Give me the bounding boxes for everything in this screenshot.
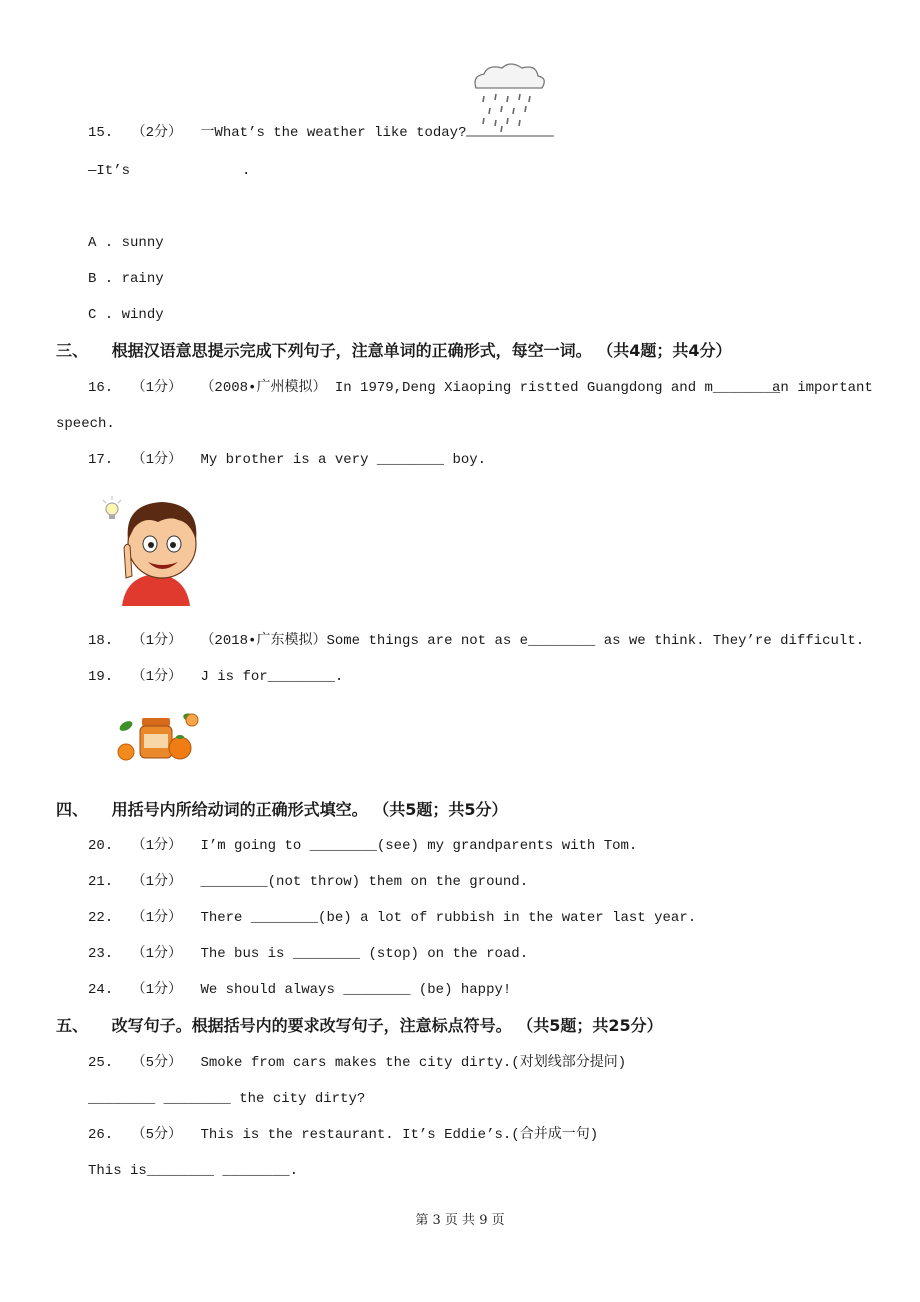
page-footer: 第 3 页 共 9 页 (415, 1213, 505, 1228)
question-score: （1分） (131, 838, 183, 854)
question-20 (88, 836, 637, 856)
question-15-reply (88, 161, 250, 181)
question-score: （1分） (131, 982, 183, 998)
question-number: 20. (88, 838, 114, 854)
question-number: 15. (88, 125, 114, 141)
option-c[interactable] (88, 305, 164, 325)
section-5-heading (56, 1016, 663, 1036)
question-23 (88, 944, 528, 964)
question-number: 25. (88, 1055, 114, 1071)
question-16-continued: speech. (56, 416, 115, 432)
question-17 (88, 450, 486, 470)
question-text: We should always ________ (be) happy! (200, 982, 512, 998)
section-number: 四、 (56, 800, 89, 819)
section-summary: （共4题；共4分） (597, 341, 732, 360)
question-text: 一What’s the weather like today? (200, 125, 467, 141)
question-16-end: an important (772, 380, 873, 396)
question-number: 24. (88, 982, 114, 998)
question-22 (88, 908, 696, 928)
question-score: （1分） (131, 910, 183, 926)
question-number: 23. (88, 946, 114, 962)
question-number: 22. (88, 910, 114, 926)
question-score: （2分） (131, 125, 183, 141)
option-label: B . (88, 271, 114, 287)
question-text: I’m going to ________(see) my grandparents with Tom. (200, 838, 638, 854)
question-number: 16. (88, 380, 114, 396)
question-score: （5分） (131, 1127, 183, 1143)
question-number: 19. (88, 669, 114, 685)
question-score: （1分） (131, 633, 183, 649)
option-label: A . (88, 235, 114, 251)
question-16 (88, 378, 780, 398)
section-summary: （共5题；共5分） (373, 800, 508, 819)
smart-boy-icon (100, 494, 210, 606)
question-text: （2008•广州模拟） In 1979,Deng Xiaoping ristted Guangdong and m________ (200, 380, 781, 396)
question-text: There ________(be) a lot of rubbish in the water last year. (200, 910, 697, 926)
question-24 (88, 980, 511, 1000)
section-number: 三、 (56, 341, 89, 360)
question-score: （1分） (131, 946, 183, 962)
question-text: The bus is ________ (stop) on the road. (200, 946, 529, 962)
question-number: 21. (88, 874, 114, 890)
reply-end: . (242, 163, 251, 179)
question-text: Smoke from cars makes the city dirty.(对划线部分提问) (200, 1055, 627, 1071)
question-score: （1分） (131, 669, 183, 685)
question-26 (88, 1125, 598, 1145)
section-summary: （共5题；共25分） (517, 1016, 663, 1035)
question-25 (88, 1053, 626, 1073)
question-text: （2018•广东模拟）Some things are not as e________ as we think. They’re difficult. (200, 633, 865, 649)
question-number: 18. (88, 633, 114, 649)
option-b[interactable] (88, 269, 164, 289)
question-21 (88, 872, 528, 892)
question-text: ________(not throw) them on the ground. (200, 874, 529, 890)
question-18 (88, 631, 864, 651)
question-text: This is the restaurant. It’s Eddie’s.(合并成一句) (200, 1127, 599, 1143)
reply-prefix: —It’s (88, 163, 131, 179)
section-4-heading (56, 800, 507, 820)
question-text: J is for________. (200, 669, 344, 685)
question-19 (88, 667, 343, 687)
question-text: My brother is a very ________ boy. (200, 452, 487, 468)
option-text: rainy (121, 271, 164, 287)
jam-jar-icon (112, 708, 204, 762)
section-title: 根据汉语意思提示完成下列句子，注意单词的正确形式，每空一词。 (111, 341, 592, 360)
option-text: windy (121, 307, 164, 323)
section-title: 用括号内所给动词的正确形式填空。 (111, 800, 368, 819)
question-score: （1分） (131, 452, 183, 468)
question-score: （1分） (131, 874, 183, 890)
rain-cloud-icon (466, 62, 556, 140)
section-title: 改写句子。根据括号内的要求改写句子，注意标点符号。 (111, 1016, 512, 1035)
question-25-answer: ________ ________ the city dirty? (88, 1091, 366, 1107)
question-number: 17. (88, 452, 114, 468)
option-label: C . (88, 307, 114, 323)
option-a[interactable] (88, 233, 164, 253)
question-number: 26. (88, 1127, 114, 1143)
section-3-heading (56, 341, 731, 361)
option-text: sunny (121, 235, 164, 251)
question-15 (88, 123, 466, 143)
section-number: 五、 (56, 1016, 89, 1035)
question-26-answer: This is________ ________. (88, 1163, 299, 1179)
question-score: （5分） (131, 1055, 183, 1071)
question-score: （1分） (131, 380, 183, 396)
